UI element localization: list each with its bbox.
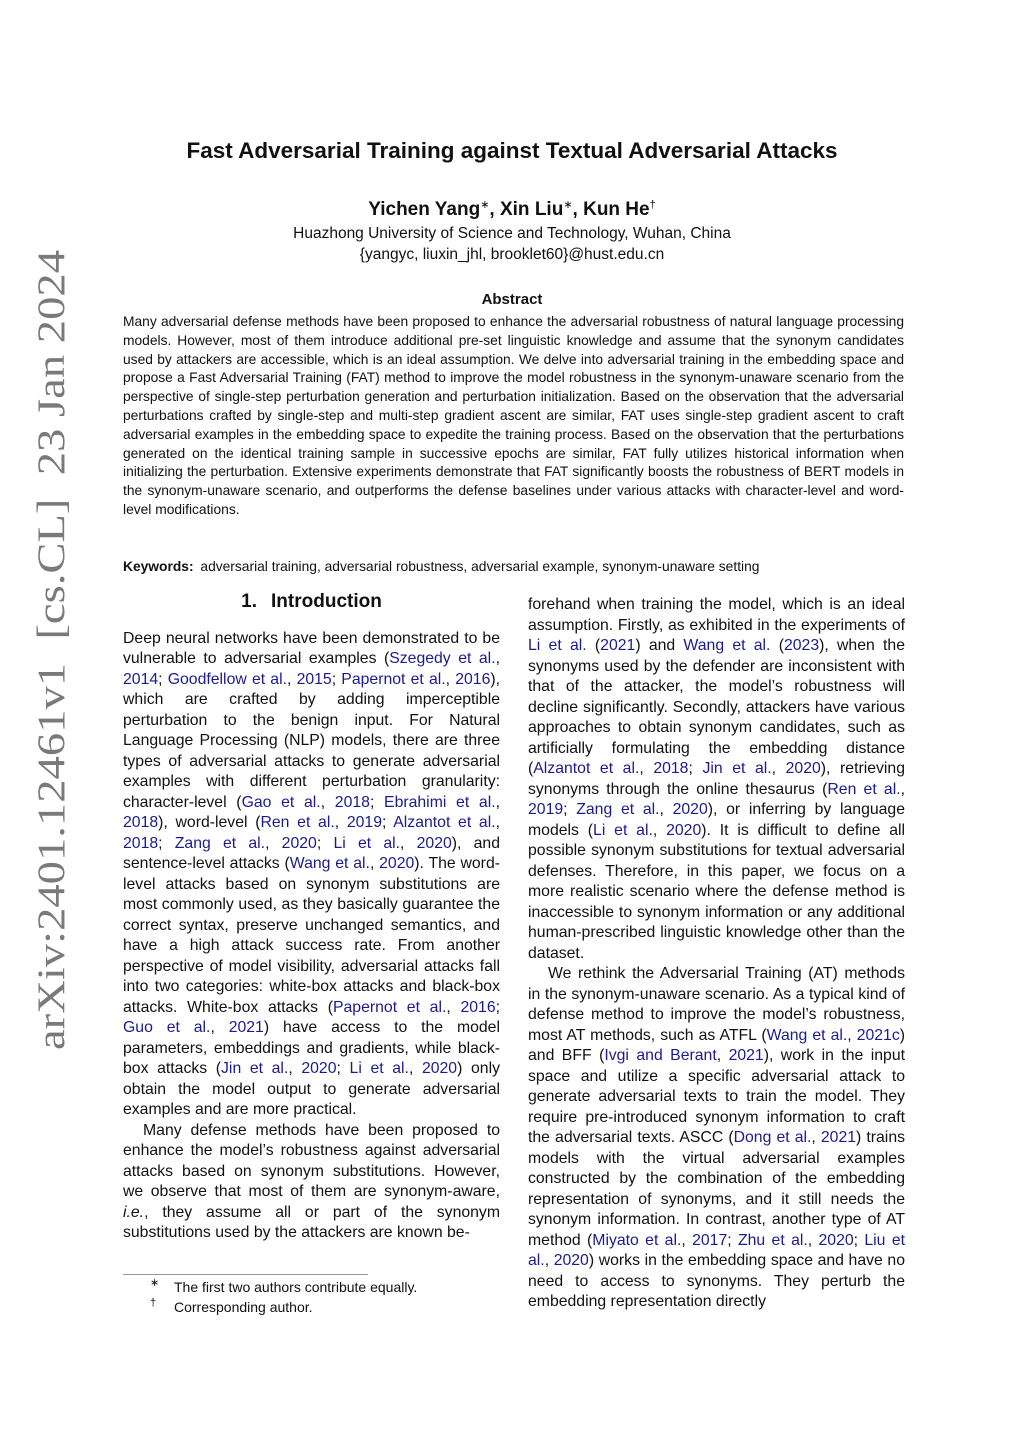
text-run: , [286, 670, 297, 688]
citation-link[interactable]: Ivgi and Berant [604, 1047, 717, 1064]
text-run: , [807, 1231, 819, 1249]
citation-link[interactable]: Ren et al. [827, 780, 901, 798]
citation-link[interactable]: Liu et al. [528, 1231, 905, 1269]
text-run: , [265, 834, 282, 852]
author-name: Kun He [583, 199, 650, 220]
citation-link[interactable]: 2014 [123, 670, 159, 688]
emphasis-text: i.e. [123, 1203, 145, 1221]
left-column [123, 592, 500, 1244]
author-list [0, 198, 1024, 221]
footnote-text: Corresponding author. [174, 1298, 313, 1315]
citation-link[interactable]: Wang et al. [683, 637, 771, 654]
paragraph [528, 595, 905, 964]
text-run: ), when the synonyms used by the defender are inconsistent with that of the attacker, the model’s robustness will decline significantly. Secondly, attackers have various approaches to obtain synonym candidates, such as artificially formulating the embedding distance ( [528, 637, 905, 777]
text-run: , [652, 821, 667, 839]
text-run: ; [369, 793, 385, 811]
text-run: , [446, 998, 461, 1016]
citation-link[interactable]: Papernot et al. [341, 670, 446, 688]
citation-link[interactable]: Gao et al. [241, 793, 321, 811]
text-run: , [771, 760, 786, 777]
paper-title: Fast Adversarial Training against Textual Adversarial Attacks [186, 138, 838, 163]
text-run: , [210, 1019, 229, 1036]
text-run: ). It is difficult to define all possible synonym substitutions for textual adversarial defenses. Therefore, in this paper, we focus on a more realistic scenario where the defense method is inaccessible to synonym information or any additional human-prescribed linguistic knowledge other than the dataset. [528, 821, 905, 962]
text-run: ). The word-level attacks based on synonym substitutions are most commonly used, as they basically guarantee the correct syntax, preserve unchanged semantics, and have a high attack success rate. From another perspective of model visibility, adversarial attacks fall into two categories: white-box attacks and black-box attacks. White-box attacks ( [123, 855, 500, 1016]
text-run: We rethink the Adversarial Training (AT) methods in the synonym-unaware scenario. As a typical kind of defense method to improve the model’s robustness, most AT methods, such as ATFL ( [528, 965, 905, 1044]
citation-link[interactable]: Zang et al. [576, 801, 660, 818]
section-title: Introduction [271, 591, 382, 612]
keywords-text: adversarial training, adversarial robustness, adversarial example, synonym-unaware setting [200, 559, 760, 574]
citation-link[interactable]: 2020 [379, 855, 415, 872]
citation-link[interactable]: Papernot et al. [332, 998, 447, 1016]
footnote-mark: † [150, 1296, 157, 1309]
citation-link[interactable]: Zhu et al. [738, 1231, 808, 1249]
citation-link[interactable]: 2021 [228, 1019, 264, 1036]
citation-link[interactable]: 2020 [301, 1060, 337, 1077]
text-run: ; [158, 670, 168, 688]
citation-link[interactable]: Jin et al. [702, 760, 772, 777]
footnotes [123, 1278, 500, 1317]
arxiv-identifier-text: arXiv:2401.12461v1 [cs.CL] 23 Jan 2024 [30, 380, 73, 1050]
text-run: , [495, 814, 500, 831]
text-run: ; [688, 760, 703, 777]
author-name: Yichen Yang [368, 199, 481, 220]
text-run: ), work in the input space and utilize a specific adversarial attack to generate adversarial texts to train the model. They require pre-introduced synonym information to craft the adversarial texts. ASCC ( [528, 1047, 906, 1146]
citation-link[interactable]: Jin et al. [221, 1060, 289, 1077]
text-run: ) and BFF ( [528, 1026, 905, 1064]
citation-link[interactable]: 2019 [528, 801, 564, 818]
text-run: , [544, 1252, 554, 1269]
text-run: ) have access to the model parameters, embeddings and gradients, while black-box attacks ( [123, 1019, 500, 1077]
citation-link[interactable]: Wang et al. [766, 1026, 848, 1044]
text-run: ) trains models with the virtual adversarial examples constructed by the combination of the embedding representation of synonyms, and it still needs the synonym information. In contrast, another type of AT method ( [528, 1129, 906, 1249]
citation-link[interactable]: Szegedy et al. [389, 650, 496, 667]
footnote-text: The first two authors contribute equally. [174, 1279, 418, 1295]
text-run: Many defense methods have been proposed to enhance the model’s robustness against adversarial attacks based on synonym substitutions. However, we observe that most of them are synonym-aware, [123, 1121, 500, 1200]
author-emails: {yangyc, liuxin_jhl, brooklet60}@hust.edu.cn [359, 246, 665, 263]
text-run: , [495, 650, 500, 667]
text-run: ; [331, 670, 342, 688]
text-run: ( [586, 637, 601, 654]
text-run: ; [336, 1060, 350, 1077]
citation-link[interactable]: 2020 [553, 1252, 589, 1269]
citation-link[interactable]: Li et al. [528, 637, 587, 654]
text-run: , [334, 814, 347, 831]
text-run: , [408, 1060, 422, 1077]
footnote [123, 1298, 500, 1318]
paragraph [123, 629, 500, 1121]
text-run: , [445, 670, 456, 688]
text-run: , [369, 855, 380, 872]
citation-link[interactable]: 2015 [296, 670, 332, 688]
author-separator: , [572, 199, 584, 220]
citation-link[interactable]: 2016 [460, 998, 496, 1016]
citation-link[interactable]: Li et al. [333, 834, 401, 852]
text-run: ; [727, 1231, 738, 1249]
citation-link[interactable]: 2023 [783, 637, 820, 654]
footnote-mark: ∗ [150, 1277, 160, 1289]
paragraph [123, 1121, 500, 1244]
text-run: Deep neural networks have been demonstrated to be vulnerable to adversarial examples ( [123, 629, 500, 667]
text-run: ) only obtain the model output to generate adversarial examples and are more practical. [123, 1060, 500, 1118]
citation-link[interactable]: Alzantot et al. [533, 760, 640, 777]
citation-link[interactable]: Dong et al. [733, 1129, 812, 1146]
citation-link[interactable]: 2019 [346, 814, 383, 831]
footnote [123, 1278, 500, 1298]
citation-link[interactable]: Ren et al. [260, 814, 335, 831]
text-run: ), which are crafted by adding imperceptible perturbation to the benign input. For Natural Language Processing (NLP) models, there are three types of adversarial attacks to generate adversarial examples with different perturbation granularity: character-level ( [123, 670, 501, 811]
affiliation-block [0, 223, 1024, 265]
author-mark: ∗ [480, 199, 490, 211]
text-run: ) works in the embedding space and have no need to access to synonyms. They perturb the embedding representation directly [528, 1252, 905, 1310]
citation-link[interactable]: Wang et al. [289, 855, 370, 872]
abstract-text: Many adversarial defense methods have been proposed to enhance the adversarial robustness of natural language processing models. However, most of them introduce additional pre-set linguistic knowledge and assume that the synonym candidates used by attackers are accessible, which is an ideal assumption. We delve into adversarial training in the embedding space and propose a Fast Adversarial Training (FAT) method to improve the model robustness in the synonym-unaware scenario from the perspective of single-step perturbation generation and perturbation initialization. Based on the observation that the adversarial perturbations crafted by single-step and multi-step gradient ascent are similar, FAT uses single-step gradient ascent to craft adversarial examples in the embedding space to expedite the training process. Based on the observation that the perturbations generated on the identical training sample in successive epochs are similar, FAT fully utilizes historical information when initializing the perturbation. Extensive experiments demonstrate that FAT significantly boosts the robustness of BERT models in the synonym-unaware scenario, and outperforms the defense baselines under various attacks with character-level and word-level modifications. [123, 314, 904, 517]
text-run: ), and sentence-level attacks ( [123, 834, 500, 872]
author-mark: ∗ [563, 199, 573, 211]
citation-link[interactable]: 2020 [785, 760, 821, 777]
text-run: ; [563, 801, 577, 818]
citation-link[interactable]: 2018 [653, 760, 689, 777]
right-column [528, 595, 905, 1313]
text-run: , [716, 1047, 729, 1064]
text-run: ) and [635, 637, 684, 654]
text-run: , [400, 834, 417, 852]
citation-link[interactable]: 2018 [334, 793, 370, 811]
citation-link[interactable]: 2020 [666, 821, 702, 839]
citation-link[interactable]: 2020 [672, 801, 708, 818]
keywords-line [123, 558, 904, 576]
text-run: , [847, 1026, 857, 1044]
citation-link[interactable]: 2021c [856, 1026, 900, 1044]
text-run: ), or inferring by language models ( [528, 801, 906, 839]
citation-link[interactable]: 2020 [416, 834, 452, 852]
author-separator: , [489, 199, 500, 220]
arxiv-identifier-stamp [14, 240, 84, 1060]
citation-link[interactable]: 2021 [820, 1129, 857, 1146]
citation-link[interactable]: Alzantot et al. [393, 814, 496, 831]
author-name: Xin Liu [499, 199, 564, 220]
citation-link[interactable]: Ebrahimi et al. [384, 793, 496, 811]
text-run: , [659, 801, 673, 818]
citation-link[interactable]: Zang et al. [174, 834, 266, 852]
text-run: ), retrieving synonyms through the online thesaurus ( [528, 760, 905, 798]
text-run: , [900, 780, 905, 798]
citation-link[interactable]: Goodfellow et al. [167, 670, 287, 688]
text-run: , [811, 1129, 821, 1146]
text-run: ), word-level ( [158, 814, 261, 831]
citation-link[interactable]: 2021 [600, 637, 636, 654]
citation-link[interactable]: 2021 [728, 1047, 764, 1064]
citation-link[interactable]: 2016 [455, 670, 491, 688]
text-run: ; [158, 834, 175, 852]
citation-link[interactable]: 2017 [692, 1231, 728, 1249]
text-run: forehand when training the model, which is an ideal assumption. Firstly, as exhibited in the experiments of [528, 596, 905, 634]
abstract-heading: Abstract [481, 291, 543, 308]
footnote-rule [123, 1274, 368, 1275]
citation-link[interactable]: Miyato et al. [592, 1231, 682, 1249]
citation-link[interactable]: Li et al. [349, 1060, 409, 1077]
section-number: 1. [241, 591, 258, 612]
text-run: , [495, 793, 501, 811]
citation-link[interactable]: Guo et al. [123, 1019, 211, 1036]
text-run: , they assume all or part of the synonym substitutions used by the attackers are known be- [123, 1203, 500, 1241]
keywords-label: Keywords: [123, 559, 194, 574]
author-mark: † [649, 199, 656, 211]
text-run: ; [853, 1231, 865, 1249]
text-run: ( [770, 637, 784, 654]
text-run: , [681, 1231, 693, 1249]
affiliation: Huazhong University of Science and Technology, Wuhan, China [293, 225, 731, 242]
text-run: ; [316, 834, 334, 852]
text-run: ; [495, 998, 501, 1016]
text-run: , [288, 1060, 302, 1077]
paragraph [528, 964, 905, 1313]
text-run: , [320, 793, 335, 811]
text-run: , [639, 760, 654, 777]
citation-link[interactable]: 2018 [123, 814, 159, 831]
citation-link[interactable]: 2020 [818, 1231, 854, 1249]
section-heading [123, 592, 500, 613]
citation-link[interactable]: 2020 [281, 834, 317, 852]
text-run: ; [382, 814, 394, 831]
citation-link[interactable]: 2018 [123, 834, 159, 852]
citation-link[interactable]: 2020 [421, 1060, 458, 1077]
citation-link[interactable]: Li et al. [593, 821, 653, 839]
